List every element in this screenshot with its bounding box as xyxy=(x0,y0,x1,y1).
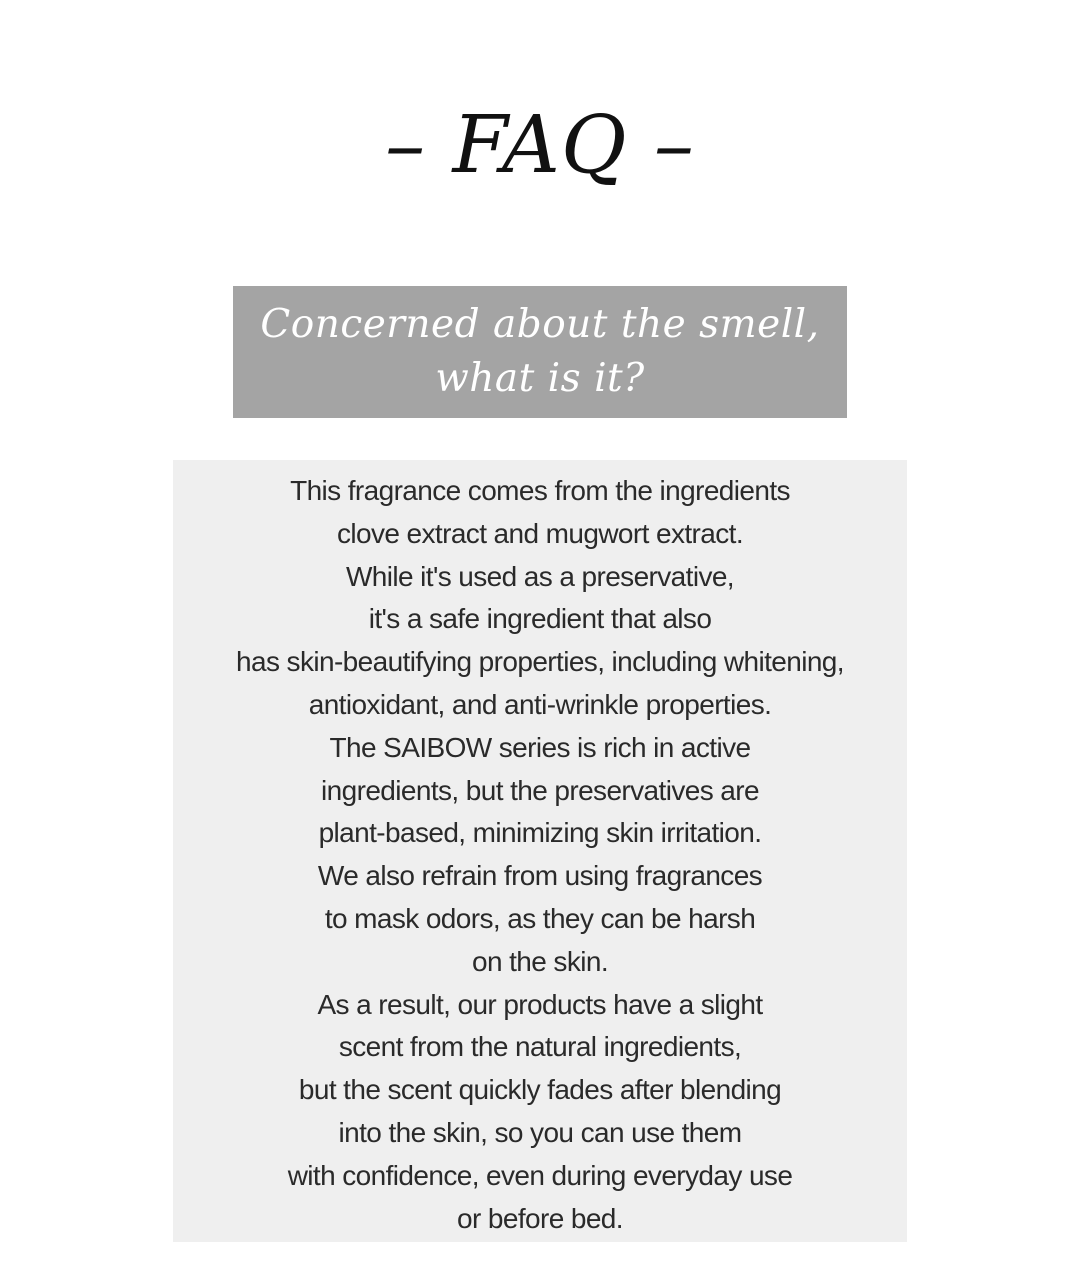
question-box xyxy=(233,286,847,418)
answer-line: clove extract and mugwort extract. xyxy=(337,517,743,549)
answer-line: The SAIBOW series is rich in active xyxy=(329,731,751,763)
answer-line: but the scent quickly fades after blending xyxy=(298,1074,782,1106)
answer-line: scent from the natural ingredients, xyxy=(338,1031,742,1063)
answer-line: or before bed. xyxy=(457,1202,623,1234)
answer-box xyxy=(173,460,907,1242)
answer-line: ingredients, but the preservatives are xyxy=(321,774,759,806)
answer-line: This fragrance comes from the ingredients xyxy=(290,475,790,506)
answer-line: with confidence, even during everyday use xyxy=(287,1159,793,1191)
answer-line: While it's used as a preservative, xyxy=(345,560,734,592)
faq-title: – FAQ – xyxy=(385,98,695,191)
answer-line: We also refrain from using fragrances xyxy=(317,860,763,892)
answer-line: has skin-beautifying properties, including whitening, xyxy=(236,646,844,678)
answer-line: on the skin. xyxy=(472,945,608,977)
answer-line: it's a safe ingredient that also xyxy=(368,603,712,635)
answer-line: plant-based, minimizing skin irritation. xyxy=(318,817,762,849)
answer-line: to mask odors, as they can be harsh xyxy=(324,902,756,934)
answer-line: into the skin, so you can use them xyxy=(338,1116,742,1148)
answer-line: As a result, our products have a slight xyxy=(317,988,763,1020)
answer-line: antioxidant, and anti-wrinkle properties. xyxy=(308,688,772,720)
question-line: Concerned about the smell, xyxy=(260,302,820,347)
question-line: what is it? xyxy=(435,356,645,401)
